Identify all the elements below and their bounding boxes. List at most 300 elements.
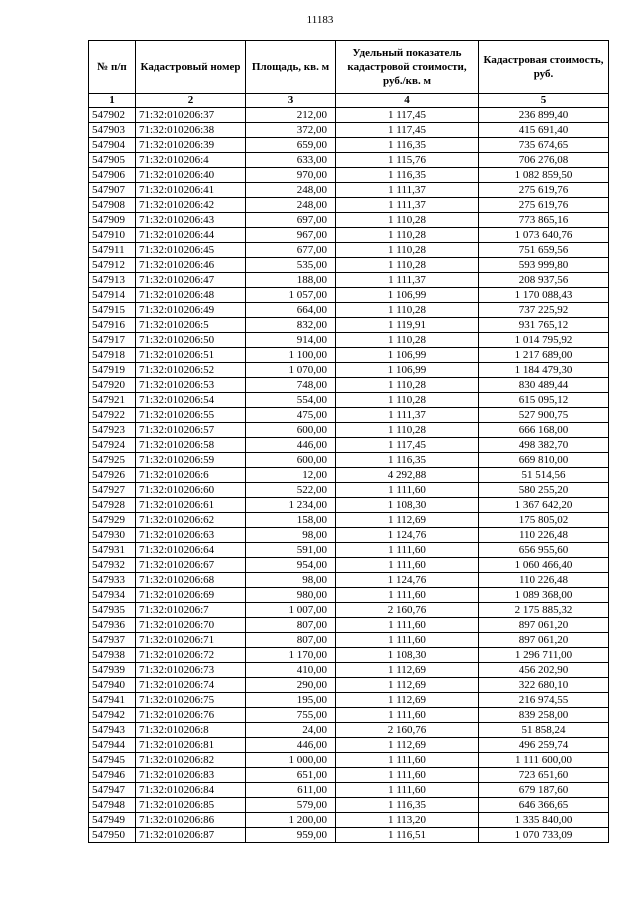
- cadastral-value: 669 810,00: [479, 453, 609, 468]
- table-row: [89, 783, 609, 798]
- cadastral-number: 71:32:010206:6: [136, 468, 246, 483]
- row-index: 547920: [89, 378, 136, 393]
- area-value: 611,00: [246, 783, 336, 798]
- cadastral-value: 1 089 368,00: [479, 588, 609, 603]
- specific-value: 1 112,69: [336, 513, 479, 528]
- cadastral-number: 71:32:010206:38: [136, 123, 246, 138]
- table-row: [89, 213, 609, 228]
- row-index: 547916: [89, 318, 136, 333]
- specific-value: 1 112,69: [336, 738, 479, 753]
- table-row: [89, 753, 609, 768]
- area-value: 651,00: [246, 768, 336, 783]
- cadastral-value: 830 489,44: [479, 378, 609, 393]
- cadastral-value: 580 255,20: [479, 483, 609, 498]
- cadastral-number: 71:32:010206:59: [136, 453, 246, 468]
- area-value: 1 200,00: [246, 813, 336, 828]
- specific-value: 1 111,37: [336, 273, 479, 288]
- cadastral-number: 71:32:010206:46: [136, 258, 246, 273]
- specific-value: 1 112,69: [336, 663, 479, 678]
- row-index: 547949: [89, 813, 136, 828]
- table-row: [89, 678, 609, 693]
- specific-value: 1 111,60: [336, 783, 479, 798]
- cadastral-value: 897 061,20: [479, 633, 609, 648]
- cadastral-value: 1 367 642,20: [479, 498, 609, 513]
- row-index: 547945: [89, 753, 136, 768]
- cadastral-number: 71:32:010206:61: [136, 498, 246, 513]
- table-row: [89, 393, 609, 408]
- cadastral-number: 71:32:010206:81: [136, 738, 246, 753]
- specific-value: 1 110,28: [336, 258, 479, 273]
- row-index: 547936: [89, 618, 136, 633]
- area-value: 755,00: [246, 708, 336, 723]
- area-value: 591,00: [246, 543, 336, 558]
- table-row: [89, 468, 609, 483]
- row-index: 547926: [89, 468, 136, 483]
- cadastral-number: 71:32:010206:47: [136, 273, 246, 288]
- table-row: [89, 768, 609, 783]
- area-value: 446,00: [246, 438, 336, 453]
- cadastral-value: 773 865,16: [479, 213, 609, 228]
- cadastral-number: 71:32:010206:60: [136, 483, 246, 498]
- area-value: 446,00: [246, 738, 336, 753]
- row-index: 547918: [89, 348, 136, 363]
- area-value: 1 057,00: [246, 288, 336, 303]
- cadastral-value: 208 937,56: [479, 273, 609, 288]
- table-row: [89, 693, 609, 708]
- area-value: 12,00: [246, 468, 336, 483]
- cadastral-number: 71:32:010206:58: [136, 438, 246, 453]
- table-row: [89, 618, 609, 633]
- table-row: [89, 513, 609, 528]
- specific-value: 1 106,99: [336, 348, 479, 363]
- row-index: 547924: [89, 438, 136, 453]
- specific-value: 1 116,35: [336, 138, 479, 153]
- area-value: 212,00: [246, 108, 336, 123]
- specific-value: 2 160,76: [336, 603, 479, 618]
- row-index: 547927: [89, 483, 136, 498]
- cadastral-number: 71:32:010206:52: [136, 363, 246, 378]
- cadastral-value: 527 900,75: [479, 408, 609, 423]
- area-value: 1 070,00: [246, 363, 336, 378]
- cadastral-number: 71:32:010206:4: [136, 153, 246, 168]
- area-value: 1 100,00: [246, 348, 336, 363]
- table-header-row: [89, 41, 609, 94]
- specific-value: 1 116,35: [336, 453, 479, 468]
- cadastral-value: 216 974,55: [479, 693, 609, 708]
- row-index: 547902: [89, 108, 136, 123]
- area-value: 410,00: [246, 663, 336, 678]
- area-value: 98,00: [246, 573, 336, 588]
- cadastral-value: 706 276,08: [479, 153, 609, 168]
- area-value: 664,00: [246, 303, 336, 318]
- column-number: 5: [479, 94, 609, 108]
- area-value: 158,00: [246, 513, 336, 528]
- area-value: 600,00: [246, 453, 336, 468]
- cadastral-number: 71:32:010206:83: [136, 768, 246, 783]
- area-value: 475,00: [246, 408, 336, 423]
- cadastral-number: 71:32:010206:50: [136, 333, 246, 348]
- cadastral-value: 679 187,60: [479, 783, 609, 798]
- cadastral-value: 322 680,10: [479, 678, 609, 693]
- cadastral-number: 71:32:010206:68: [136, 573, 246, 588]
- specific-value: 1 111,60: [336, 543, 479, 558]
- table-row: [89, 303, 609, 318]
- area-value: 1 234,00: [246, 498, 336, 513]
- specific-value: 1 116,35: [336, 168, 479, 183]
- specific-value: 1 111,60: [336, 483, 479, 498]
- specific-value: 1 110,28: [336, 243, 479, 258]
- table-row: [89, 138, 609, 153]
- specific-value: 1 124,76: [336, 528, 479, 543]
- row-index: 547937: [89, 633, 136, 648]
- cadastral-value: 1 014 795,92: [479, 333, 609, 348]
- specific-value: 1 112,69: [336, 693, 479, 708]
- table-row: [89, 543, 609, 558]
- specific-value: 2 160,76: [336, 723, 479, 738]
- area-value: 600,00: [246, 423, 336, 438]
- area-value: 954,00: [246, 558, 336, 573]
- area-value: 959,00: [246, 828, 336, 843]
- row-index: 547939: [89, 663, 136, 678]
- row-index: 547935: [89, 603, 136, 618]
- cadastral-value: 723 651,60: [479, 768, 609, 783]
- table-row: [89, 588, 609, 603]
- specific-value: 1 108,30: [336, 498, 479, 513]
- row-index: 547933: [89, 573, 136, 588]
- row-index: 547919: [89, 363, 136, 378]
- cadastral-value: 1 296 711,00: [479, 648, 609, 663]
- cadastral-number: 71:32:010206:76: [136, 708, 246, 723]
- table-row: [89, 378, 609, 393]
- table-row: [89, 243, 609, 258]
- table-row: [89, 483, 609, 498]
- area-value: 1 000,00: [246, 753, 336, 768]
- cadastral-value: 1 217 689,00: [479, 348, 609, 363]
- row-index: 547944: [89, 738, 136, 753]
- specific-value: 1 116,35: [336, 798, 479, 813]
- row-index: 547943: [89, 723, 136, 738]
- cadastral-number: 71:32:010206:51: [136, 348, 246, 363]
- row-index: 547950: [89, 828, 136, 843]
- table-row: [89, 828, 609, 843]
- row-index: 547907: [89, 183, 136, 198]
- specific-value: 1 111,60: [336, 633, 479, 648]
- cadastral-value: 51 858,24: [479, 723, 609, 738]
- cadastral-number: 71:32:010206:49: [136, 303, 246, 318]
- cadastral-value: 593 999,80: [479, 258, 609, 273]
- row-index: 547925: [89, 453, 136, 468]
- header-area: Площадь, кв. м: [246, 41, 336, 94]
- row-index: 547932: [89, 558, 136, 573]
- table-row: [89, 183, 609, 198]
- cadastral-number: 71:32:010206:70: [136, 618, 246, 633]
- area-value: 807,00: [246, 633, 336, 648]
- column-number-row: [89, 94, 609, 108]
- cadastral-number: 71:32:010206:55: [136, 408, 246, 423]
- area-value: 677,00: [246, 243, 336, 258]
- row-index: 547923: [89, 423, 136, 438]
- area-value: 914,00: [246, 333, 336, 348]
- table-row: [89, 228, 609, 243]
- specific-value: 1 108,30: [336, 648, 479, 663]
- table-row: [89, 663, 609, 678]
- cadastral-value: 615 095,12: [479, 393, 609, 408]
- area-value: 554,00: [246, 393, 336, 408]
- cadastral-value: 1 170 088,43: [479, 288, 609, 303]
- row-index: 547928: [89, 498, 136, 513]
- specific-value: 1 110,28: [336, 333, 479, 348]
- cadastral-number: 71:32:010206:72: [136, 648, 246, 663]
- cadastral-number: 71:32:010206:37: [136, 108, 246, 123]
- table-row: [89, 348, 609, 363]
- specific-value: 1 111,37: [336, 183, 479, 198]
- specific-value: 1 110,28: [336, 213, 479, 228]
- table-row: [89, 813, 609, 828]
- column-number: 3: [246, 94, 336, 108]
- row-index: 547909: [89, 213, 136, 228]
- cadastral-number: 71:32:010206:43: [136, 213, 246, 228]
- cadastral-number: 71:32:010206:64: [136, 543, 246, 558]
- specific-value: 1 111,60: [336, 558, 479, 573]
- area-value: 970,00: [246, 168, 336, 183]
- table-row: [89, 723, 609, 738]
- header-cadastral-number: Кадастровый номер: [136, 41, 246, 94]
- row-index: 547942: [89, 708, 136, 723]
- cadastral-number: 71:32:010206:86: [136, 813, 246, 828]
- cadastral-number: 71:32:010206:82: [136, 753, 246, 768]
- specific-value: 1 110,28: [336, 423, 479, 438]
- cadastral-value: 496 259,74: [479, 738, 609, 753]
- column-number: 1: [89, 94, 136, 108]
- specific-value: 1 111,60: [336, 768, 479, 783]
- cadastral-number: 71:32:010206:40: [136, 168, 246, 183]
- cadastral-number: 71:32:010206:57: [136, 423, 246, 438]
- row-index: 547911: [89, 243, 136, 258]
- cadastral-number: 71:32:010206:41: [136, 183, 246, 198]
- cadastral-value: 735 674,65: [479, 138, 609, 153]
- cadastral-value-table: [88, 40, 609, 843]
- cadastral-value: 51 514,56: [479, 468, 609, 483]
- specific-value: 1 111,60: [336, 618, 479, 633]
- cadastral-value: 1 073 640,76: [479, 228, 609, 243]
- table-row: [89, 738, 609, 753]
- table-row: [89, 288, 609, 303]
- specific-value: 1 111,60: [336, 753, 479, 768]
- cadastral-number: 71:32:010206:71: [136, 633, 246, 648]
- table-row: [89, 273, 609, 288]
- table-row: [89, 318, 609, 333]
- cadastral-number: 71:32:010206:74: [136, 678, 246, 693]
- specific-value: 1 117,45: [336, 108, 479, 123]
- table-row: [89, 408, 609, 423]
- area-value: 807,00: [246, 618, 336, 633]
- cadastral-value: 656 955,60: [479, 543, 609, 558]
- cadastral-value: 1 111 600,00: [479, 753, 609, 768]
- row-index: 547940: [89, 678, 136, 693]
- cadastral-number: 71:32:010206:42: [136, 198, 246, 213]
- cadastral-value: 236 899,40: [479, 108, 609, 123]
- table-row: [89, 798, 609, 813]
- table-row: [89, 633, 609, 648]
- table-row: [89, 648, 609, 663]
- cadastral-number: 71:32:010206:53: [136, 378, 246, 393]
- row-index: 547905: [89, 153, 136, 168]
- table-row: [89, 528, 609, 543]
- row-index: 547921: [89, 393, 136, 408]
- row-index: 547922: [89, 408, 136, 423]
- cadastral-value: 839 258,00: [479, 708, 609, 723]
- row-index: 547912: [89, 258, 136, 273]
- table-row: [89, 363, 609, 378]
- row-index: 547929: [89, 513, 136, 528]
- row-index: 547934: [89, 588, 136, 603]
- cadastral-value: 1 060 466,40: [479, 558, 609, 573]
- cadastral-value: 1 184 479,30: [479, 363, 609, 378]
- area-value: 832,00: [246, 318, 336, 333]
- row-index: 547913: [89, 273, 136, 288]
- row-index: 547947: [89, 783, 136, 798]
- cadastral-number: 71:32:010206:87: [136, 828, 246, 843]
- specific-value: 4 292,88: [336, 468, 479, 483]
- specific-value: 1 112,69: [336, 678, 479, 693]
- table-row: [89, 198, 609, 213]
- table-row: [89, 168, 609, 183]
- table-row: [89, 153, 609, 168]
- cadastral-value: 931 765,12: [479, 318, 609, 333]
- row-index: 547908: [89, 198, 136, 213]
- cadastral-value: 1 070 733,09: [479, 828, 609, 843]
- row-index: 547946: [89, 768, 136, 783]
- specific-value: 1 110,28: [336, 393, 479, 408]
- cadastral-value: 646 366,65: [479, 798, 609, 813]
- cadastral-number: 71:32:010206:44: [136, 228, 246, 243]
- area-value: 748,00: [246, 378, 336, 393]
- cadastral-value: 1 335 840,00: [479, 813, 609, 828]
- row-index: 547948: [89, 798, 136, 813]
- specific-value: 1 113,20: [336, 813, 479, 828]
- table-row: [89, 438, 609, 453]
- specific-value: 1 117,45: [336, 438, 479, 453]
- cadastral-value: 1 082 859,50: [479, 168, 609, 183]
- table-row: [89, 108, 609, 123]
- cadastral-value: 110 226,48: [479, 573, 609, 588]
- area-value: 188,00: [246, 273, 336, 288]
- row-index: 547903: [89, 123, 136, 138]
- row-index: 547931: [89, 543, 136, 558]
- table-row: [89, 333, 609, 348]
- specific-value: 1 111,60: [336, 708, 479, 723]
- cadastral-number: 71:32:010206:63: [136, 528, 246, 543]
- column-number: 4: [336, 94, 479, 108]
- page-number: 11183: [306, 14, 334, 26]
- row-index: 547915: [89, 303, 136, 318]
- row-index: 547914: [89, 288, 136, 303]
- area-value: 633,00: [246, 153, 336, 168]
- area-value: 372,00: [246, 123, 336, 138]
- specific-value: 1 110,28: [336, 228, 479, 243]
- area-value: 1 007,00: [246, 603, 336, 618]
- row-index: 547910: [89, 228, 136, 243]
- table-row: [89, 123, 609, 138]
- cadastral-number: 71:32:010206:5: [136, 318, 246, 333]
- table-row: [89, 708, 609, 723]
- area-value: 1 170,00: [246, 648, 336, 663]
- specific-value: 1 106,99: [336, 288, 479, 303]
- cadastral-value: 175 805,02: [479, 513, 609, 528]
- cadastral-value: 737 225,92: [479, 303, 609, 318]
- cadastral-value: 415 691,40: [479, 123, 609, 138]
- area-value: 535,00: [246, 258, 336, 273]
- row-index: 547904: [89, 138, 136, 153]
- table-row: [89, 573, 609, 588]
- specific-value: 1 119,91: [336, 318, 479, 333]
- cadastral-number: 71:32:010206:67: [136, 558, 246, 573]
- table-row: [89, 603, 609, 618]
- cadastral-value: 456 202,90: [479, 663, 609, 678]
- cadastral-number: 71:32:010206:85: [136, 798, 246, 813]
- cadastral-number: 71:32:010206:8: [136, 723, 246, 738]
- cadastral-number: 71:32:010206:75: [136, 693, 246, 708]
- table-row: [89, 498, 609, 513]
- row-index: 547938: [89, 648, 136, 663]
- header-cadastral-value: Кадастровая стоимость, руб.: [479, 41, 609, 94]
- cadastral-number: 71:32:010206:62: [136, 513, 246, 528]
- cadastral-value: 110 226,48: [479, 528, 609, 543]
- cadastral-value: 498 382,70: [479, 438, 609, 453]
- cadastral-number: 71:32:010206:69: [136, 588, 246, 603]
- area-value: 659,00: [246, 138, 336, 153]
- row-index: 547930: [89, 528, 136, 543]
- column-number: 2: [136, 94, 246, 108]
- table-row: [89, 423, 609, 438]
- table-body: [89, 108, 609, 843]
- specific-value: 1 111,37: [336, 198, 479, 213]
- area-value: 579,00: [246, 798, 336, 813]
- cadastral-value: 2 175 885,32: [479, 603, 609, 618]
- cadastral-value: 751 659,56: [479, 243, 609, 258]
- specific-value: 1 124,76: [336, 573, 479, 588]
- header-index: № п/п: [89, 41, 136, 94]
- cadastral-value: 666 168,00: [479, 423, 609, 438]
- cadastral-number: 71:32:010206:7: [136, 603, 246, 618]
- specific-value: 1 111,37: [336, 408, 479, 423]
- area-value: 248,00: [246, 183, 336, 198]
- cadastral-number: 71:32:010206:48: [136, 288, 246, 303]
- specific-value: 1 110,28: [336, 303, 479, 318]
- cadastral-number: 71:32:010206:39: [136, 138, 246, 153]
- table-row: [89, 453, 609, 468]
- row-index: 547917: [89, 333, 136, 348]
- header-specific-value: Удельный показатель кадастровой стоимости, руб./кв. м: [336, 41, 479, 94]
- cadastral-number: 71:32:010206:45: [136, 243, 246, 258]
- cadastral-value: 275 619,76: [479, 183, 609, 198]
- area-value: 195,00: [246, 693, 336, 708]
- area-value: 522,00: [246, 483, 336, 498]
- cadastral-number: 71:32:010206:84: [136, 783, 246, 798]
- specific-value: 1 111,60: [336, 588, 479, 603]
- cadastral-number: 71:32:010206:73: [136, 663, 246, 678]
- cadastral-value: 275 619,76: [479, 198, 609, 213]
- row-index: 547906: [89, 168, 136, 183]
- row-index: 547941: [89, 693, 136, 708]
- area-value: 290,00: [246, 678, 336, 693]
- area-value: 98,00: [246, 528, 336, 543]
- specific-value: 1 116,51: [336, 828, 479, 843]
- specific-value: 1 115,76: [336, 153, 479, 168]
- table-row: [89, 258, 609, 273]
- area-value: 967,00: [246, 228, 336, 243]
- area-value: 248,00: [246, 198, 336, 213]
